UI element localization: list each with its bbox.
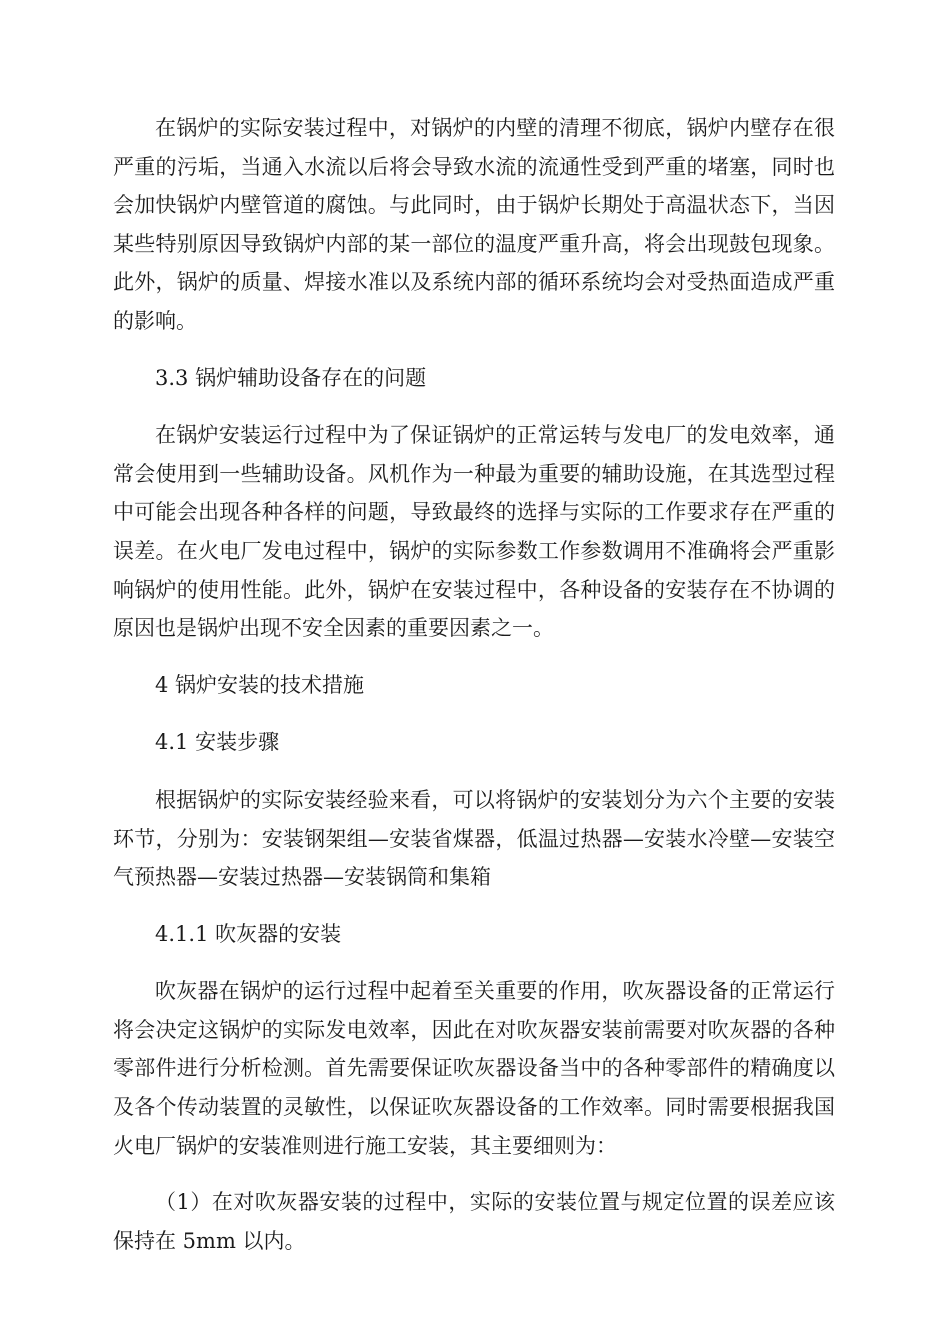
paragraph-soot-blower: 吹灰器在锅炉的运行过程中起着至关重要的作用，吹灰器设备的正常运行将会决定这锅炉的实际发电效率，因此在对吹灰器安装前需要对吹灰器的各种零部件进行分析检测。首先需要保证吹灰器设备当中的各种零部件的精确度以及各个传动装置的灵敏性，以保证吹灰器设备的工作效率。同时需要根据我国火电厂锅炉的安装准则进行施工安装，其主要细则为： xyxy=(113,979,835,1158)
paragraph-boiler-inner-wall: 在锅炉的实际安装过程中，对锅炉的内壁的清理不彻底，锅炉内壁存在很严重的污垢，当通入水流以后将会导致水流的流通性受到严重的堵塞，同时也会加快锅炉内壁管道的腐蚀。与此同时，由于锅炉长期处于高温状态下，当因某些特别原因导致锅炉内部的某一部位的温度严重升高，将会出现鼓包现象。此外，锅炉的质量、焊接水准以及系统内部的循环系统均会对受热面造成严重的影响。 xyxy=(113,116,835,333)
document-body xyxy=(113,109,835,1278)
section-heading-4: 4 锅炉安装的技术措施 xyxy=(155,672,365,697)
paragraph-auxiliary-equipment: 在锅炉安装运行过程中为了保证锅炉的正常运转与发电厂的发电效率，通常会使用到一些辅助设备。风机作为一种最为重要的辅助设施，在其选型过程中可能会出现各种各样的问题，导致最终的选择与实际的工作要求存在严重的误差。在火电厂发电过程中，锅炉的实际参数工作参数调用不准确将会严重影响锅炉的使用性能。此外，锅炉在安装过程中，各种设备的安装存在不协调的原因也是锅炉出现不安全因素的重要因素之一。 xyxy=(113,423,835,641)
paragraph-rule-1: （1）在对吹灰器安装的过程中，实际的安装位置与规定位置的误差应该保持在 5mm 以内。 xyxy=(113,1190,835,1253)
section-heading-4-1-1: 4.1.1 吹灰器的安装 xyxy=(155,921,342,946)
paragraph-installation-steps: 根据锅炉的实际安装经验来看，可以将锅炉的安装划分为六个主要的安装环节，分别为：安装钢架组—安装省煤器，低温过热器—安装水冷壁—安装空气预热器—安装过热器—安装锅筒和集箱 xyxy=(113,787,835,890)
section-heading-4-1: 4.1 安装步骤 xyxy=(155,730,280,755)
section-heading-3-3: 3.3 锅炉辅助设备存在的问题 xyxy=(155,365,427,390)
